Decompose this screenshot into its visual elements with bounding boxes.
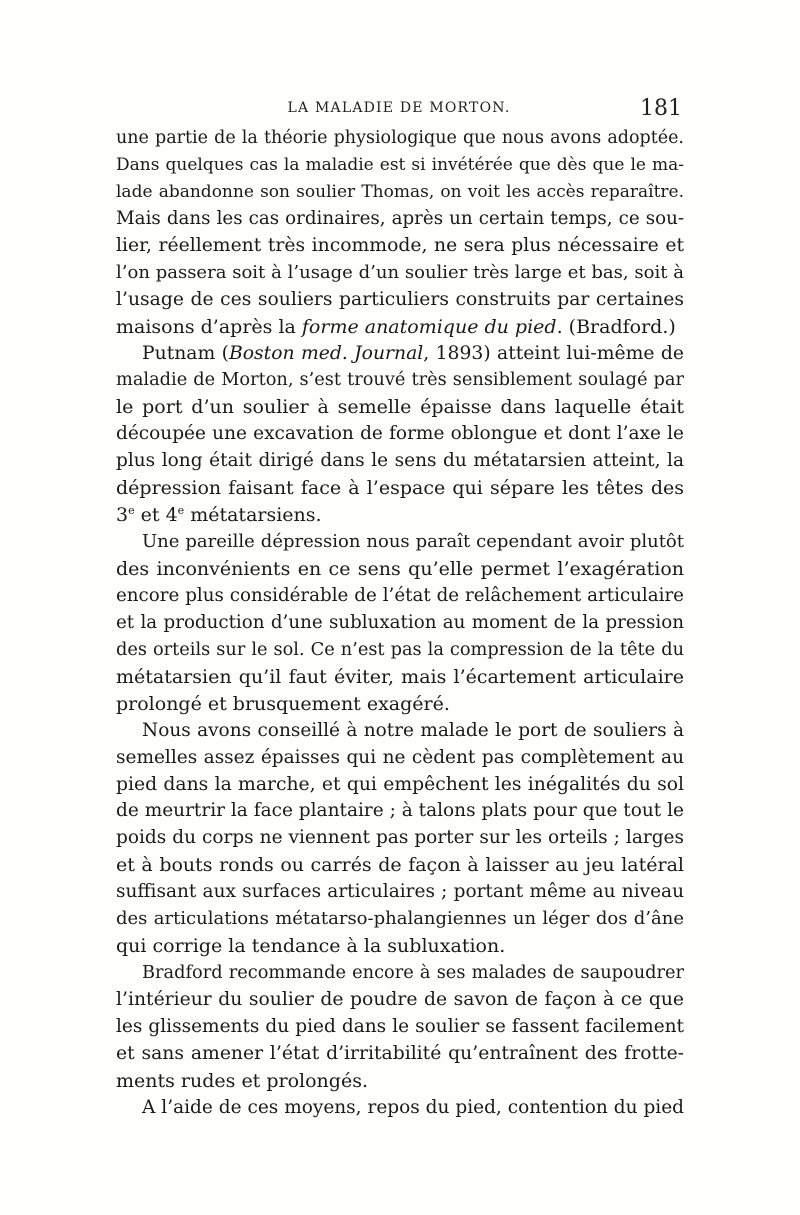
text-segment: pied dans la marche, et qui empêchent les inégalités du sol (116, 773, 684, 795)
text-segment: poids du corps ne viennent pas porter sur les orteils ; larges (116, 827, 684, 849)
text-line (116, 394, 684, 421)
text-segment: encore plus considérable de l’état de relâchement articulaire (116, 584, 684, 606)
italic-text: forme anatomique du pied (301, 315, 557, 338)
text-segment: lade abandonne son soulier Thomas, on voit les accès reparaître. (116, 181, 684, 202)
text-segment: Dans quelques cas la maladie est si invétérée que dès que le ma- (116, 154, 684, 175)
text-segment: métatarsien qu’il faut éviter, mais l’écartement articulaire (116, 665, 684, 688)
text-segment: de meurtrir la face plantaire ; à talons plats pour que tout le (116, 800, 684, 822)
text-segment: découpée une excavation de forme oblongue et dont l’axe le (116, 423, 684, 445)
text-segment: Une pareille dépression nous paraît cependant avoir plutôt (142, 531, 684, 553)
text-line (116, 825, 684, 852)
text-line (116, 556, 684, 583)
text-line (116, 583, 684, 610)
text-line (116, 1068, 684, 1095)
text-line (116, 960, 684, 987)
text-segment: semelles assez épaisses qui ne cèdent pas complètement au (116, 746, 684, 768)
text-line (116, 1014, 684, 1041)
page-number: 181 (640, 96, 682, 121)
text-segment: prolongé et brusquement exagéré. (116, 692, 450, 715)
text-segment: et la production d’une subluxation au moment de la pression (116, 611, 684, 633)
text-line (116, 772, 684, 799)
text-line (116, 233, 684, 260)
text-segment: Bradford recommande encore à ses malades de saupoudrer (142, 963, 684, 984)
text-line (116, 906, 684, 933)
text-segment: suffisant aux surfaces articulaires ; portant même au niveau (116, 881, 684, 903)
text-line (116, 206, 684, 233)
text-segment: des articulations métatarso-phalangiennes un léger dos d’âne (116, 908, 684, 930)
text-segment: dépression faisant face à l’espace qui sépare les têtes des (116, 477, 684, 500)
text-line (116, 421, 684, 448)
superscript: e (177, 504, 185, 518)
text-line (116, 152, 684, 179)
text-segment: . (Bradford.) (556, 315, 676, 338)
text-line (116, 475, 684, 502)
text-line (116, 852, 684, 879)
text-line (116, 341, 684, 368)
body-text (116, 125, 684, 1122)
text-segment: une partie de la théorie physiologique que nous avons adoptée. (116, 128, 684, 148)
text-line (116, 745, 684, 772)
text-segment: plus long était dirigé dans le sens du métatarsien atteint, la (116, 450, 684, 472)
text-line (116, 718, 684, 745)
italic-text: Boston med. Journal (228, 342, 424, 364)
text-segment: Nous avons conseillé à notre malade le port de souliers à (142, 719, 684, 741)
text-segment: maladie de Morton, s’est trouvé très sensiblement soulagé par (116, 370, 684, 391)
text-line (116, 1041, 684, 1068)
text-segment: l’on passera soit à l’usage d’un soulier très large et bas, soit à (116, 261, 684, 283)
running-title: LA MALADIE DE MORTON. (287, 100, 511, 116)
text-segment: A l’aide de ces moyens, repos du pied, contention du pied (142, 1096, 684, 1118)
text-line (116, 125, 684, 152)
text-line (116, 987, 684, 1014)
text-line (116, 287, 684, 314)
text-line (116, 367, 684, 394)
text-line (116, 529, 684, 556)
text-segment: maisons d’après la (116, 315, 302, 338)
text-segment: ments rudes et prolongés. (116, 1069, 368, 1092)
text-line (116, 610, 684, 637)
text-line (116, 448, 684, 475)
text-segment: le port d’un soulier à semelle épaisse dans laquelle était (116, 396, 684, 419)
text-line (116, 664, 684, 691)
text-line (116, 179, 684, 206)
text-segment: 3 (116, 504, 129, 527)
text-segment: lier, réellement très incommode, ne sera plus nécessaire et (116, 234, 684, 256)
text-line (116, 502, 684, 529)
text-segment: les glissements du pied dans le soulier se fassent facilement (116, 1015, 684, 1037)
superscript: e (128, 504, 135, 518)
text-segment: des inconvénients en ce sens qu’elle permet l’exagération (116, 558, 684, 580)
text-line (116, 637, 684, 664)
text-segment: Mais dans les cas ordinaires, après un certain temps, ce sou- (116, 207, 684, 229)
page-header (116, 96, 682, 124)
text-line (116, 879, 684, 906)
text-segment: Putnam ( (142, 342, 229, 364)
text-segment: et sans amener l’état d’irritabilité qu’entraînent des frotte- (116, 1042, 684, 1064)
text-segment: des orteils sur le sol. Ce n’est pas la compression de la tête du (116, 639, 684, 660)
text-line (116, 691, 684, 718)
text-line (116, 933, 684, 960)
text-segment: qui corrige la tendance à la subluxation. (116, 935, 506, 958)
text-line (116, 798, 684, 825)
text-line (116, 314, 684, 341)
text-line (116, 260, 684, 287)
text-segment: et 4 (134, 504, 178, 527)
text-segment: , 1893) atteint lui-même de (423, 342, 684, 364)
text-line (116, 1095, 684, 1122)
text-segment: métatarsiens. (184, 504, 322, 527)
text-segment: et à bouts ronds ou carrés de façon à laisser au jeu latéral (116, 854, 684, 877)
text-segment: l’intérieur du soulier de poudre de savon de façon à ce que (116, 989, 684, 1010)
text-segment: l’usage de ces souliers particuliers construits par certaines (116, 288, 684, 310)
